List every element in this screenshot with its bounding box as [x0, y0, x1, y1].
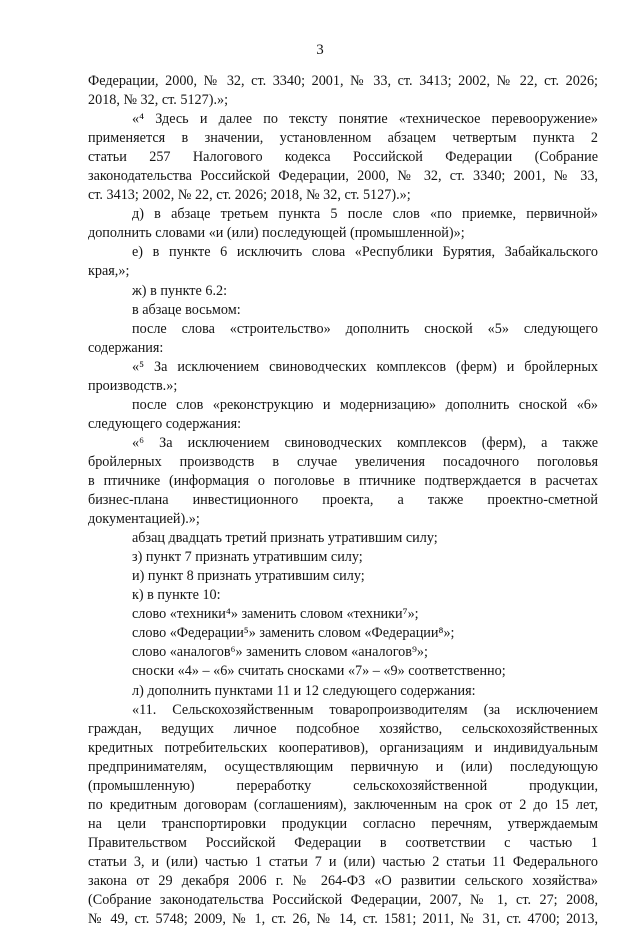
text-line: л) дополнить пунктами 11 и 12 следующего содержания:	[132, 682, 476, 699]
text-line: к) в пункте 10:	[132, 587, 221, 604]
text-line: абзац двадцать третий признать утратившим силу;	[132, 530, 438, 547]
text-line: статьи 3, и (или) частью 1 статьи 7 и (или) частью 2 статьи 11 Федерального	[88, 853, 598, 870]
text-line: Федерации, 2000, № 32, ст. 3340; 2001, № 33, ст. 3413; 2002, № 22, ст. 2026;	[88, 73, 598, 89]
text-line: «⁴ Здесь и далее по тексту понятие «техническое перевооружение»	[132, 111, 598, 128]
document-body	[88, 72, 598, 929]
text-line: д) в абзаце третьем пункта 5 после слов «по приемке, первичной»	[132, 206, 598, 223]
text-line: дополнить словами «и (или) последующей (промышленной)»;	[88, 225, 465, 242]
text-line: следующего содержания:	[88, 415, 242, 432]
text-line: слово «аналогов⁶» заменить словом «аналогов⁹»;	[132, 644, 428, 661]
text-line: в абзаце восьмом:	[132, 301, 241, 318]
text-line: Правительством Российской Федерации в соответствии с частью 1	[88, 834, 598, 851]
text-line: «⁵ За исключением свиноводческих комплексов (ферм) и бройлерных	[132, 358, 598, 375]
text-line: бройлерных производств в случае увеличения посадочного поголовья	[88, 453, 598, 470]
text-line: «⁶ За исключением свиноводческих комплексов (ферм), а также	[132, 434, 598, 451]
text-line: после слов «реконструкцию и модернизацию» дополнить сноской «6»	[132, 396, 598, 413]
text-line: документацией).»;	[88, 511, 200, 528]
text-line: (Собрание законодательства Российской Федерации, 2007, № 1, ст. 27; 2008,	[88, 892, 598, 909]
text-line: граждан, ведущих личное подсобное хозяйство, сельскохозяйственных	[88, 720, 598, 737]
text-line: на цели транспортировки продукции согласно перечням, утверждаемым	[88, 815, 598, 832]
text-line: е) в пункте 6 исключить слова «Республики Бурятия, Забайкальского	[132, 244, 598, 261]
text-line: кредитных потребительских кооперативов), организациям и индивидуальным	[88, 739, 598, 756]
text-line: № 49, ст. 5748; 2009, № 1, ст. 26, № 14, ст. 1581; 2011, № 31, ст. 4700; 2013,	[88, 911, 598, 928]
text-line: применяется в значении, установленном абзацем четвертым пункта 2	[88, 130, 598, 147]
text-line: (промышленную) переработку сельскохозяйственной продукции,	[88, 777, 598, 794]
text-line: предпринимателям, осуществляющим первичную и (или) последующую	[88, 758, 598, 775]
text-line: в птичнике (информация о поголовье в птичнике подтверждается в расчетах	[88, 472, 598, 489]
text-line: 2018, № 32, ст. 5127).»;	[88, 92, 229, 109]
text-line: слово «техники⁴» заменить словом «техники⁷»;	[132, 606, 419, 623]
text-line: края,»;	[88, 263, 130, 280]
text-line: сноски «4» – «6» считать сносками «7» – «9» соответственно;	[132, 663, 506, 680]
text-line: з) пункт 7 признать утратившим силу;	[132, 549, 363, 566]
text-line: закона от 29 декабря 2006 г. № 264-ФЗ «О развитии сельского хозяйства»	[88, 872, 598, 889]
text-line: статьи 257 Налогового кодекса Российской Федерации (Собрание	[88, 149, 598, 166]
text-line: ст. 3413; 2002, № 22, ст. 2026; 2018, № 32, ст. 5127).»;	[88, 187, 411, 204]
page-number: 3	[316, 42, 324, 58]
text-line: по кредитным договорам (соглашениям), заключенным на срок от 2 до 15 лет,	[88, 796, 598, 813]
text-line: содержания:	[88, 339, 164, 356]
text-line: ж) в пункте 6.2:	[132, 282, 228, 299]
text-line: «11. Сельскохозяйственным товаропроизводителям (за исключением	[132, 701, 598, 718]
text-line: после слова «строительство» дополнить сноской «5» следующего	[132, 320, 598, 337]
text-line: законодательства Российской Федерации, 2000, № 32, ст. 3340; 2001, № 33,	[88, 168, 598, 185]
text-line: и) пункт 8 признать утратившим силу;	[132, 568, 365, 585]
text-line: бизнес-плана инвестиционного проекта, а также проектно-сметной	[88, 492, 598, 509]
text-line: слово «Федерации⁵» заменить словом «Федерации⁸»;	[132, 625, 455, 642]
text-line: производств.»;	[88, 377, 178, 394]
